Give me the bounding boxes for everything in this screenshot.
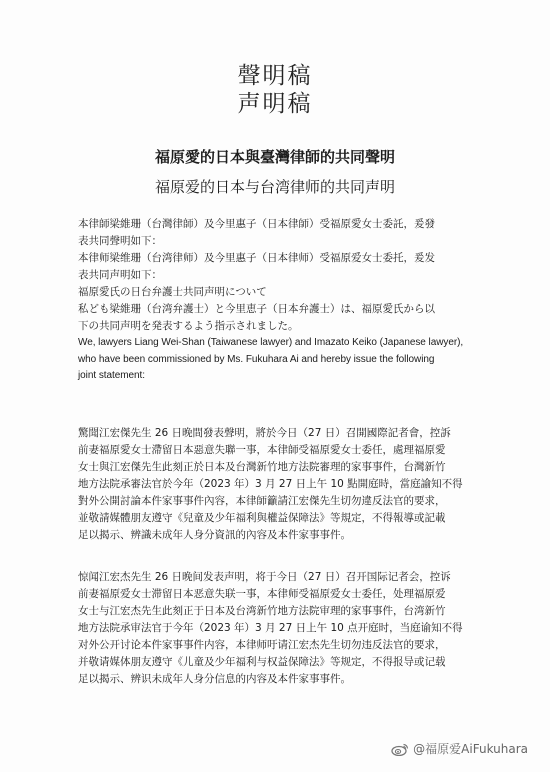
body-line: 對外公開討論本件家事事件內容，本律師籲請江宏傑先生切勿違反法官的要求，	[78, 495, 446, 507]
intro-line: 私ども梁維珊（台湾弁護士）と今里恵子（日本弁護士）は、福原愛氏から以	[78, 303, 435, 315]
intro-english-line: who have been commissioned by Ms. Fukuhara Ai and hereby issue the following	[78, 353, 435, 365]
intro-line: 本律师梁维珊（台湾律师）及今里惠子（日本律师）受福原爱女士委托，爰发	[78, 252, 435, 264]
weibo-watermark	[391, 740, 528, 757]
body-line: 足以揭示、辨識未成年人身分資訊的內容及本件家事事件。	[78, 529, 351, 541]
body-line: 惊闻江宏杰先生 26 日晚间发表声明，将于今日（27 日）召开国际记者会，控诉	[78, 571, 451, 583]
intro-line: 下の共同声明を発表するよう指示されました。	[78, 320, 299, 332]
body-line: 並敬請媒體朋友遵守《兒童及少年福利與權益保障法》等規定，不得報導或記載	[78, 512, 446, 524]
intro-line: 表共同聲明如下：	[78, 235, 162, 247]
intro-paragraph	[78, 216, 478, 385]
subtitle-simplified: 福原爱的日本与台湾律师的共同声明	[154, 178, 395, 196]
body-traditional	[78, 425, 478, 544]
body-line: 足以揭示、辨识未成年人身分信息的内容及本件家事事件。	[78, 673, 351, 685]
body-line: 驚聞江宏傑先生 26 日晚間發表聲明，將於今日（27 日）召開國際記者會，控訴	[78, 427, 451, 439]
subtitle-traditional: 福原愛的日本與臺灣律師的共同聲明	[154, 148, 395, 166]
intro-line: 表共同声明如下：	[78, 269, 162, 281]
title-traditional: 聲明稿	[237, 63, 313, 89]
body-line: 女士与江宏杰先生此刻正于日本及台湾新竹地方法院审理的家事事件，台湾新竹	[78, 605, 446, 617]
intro-line: 本律師梁維珊（台灣律師）及今里惠子（日本律師）受福原愛女士委託，爰發	[78, 218, 435, 230]
title-block	[0, 62, 550, 118]
weibo-icon	[391, 742, 409, 756]
title-simplified: 声明稿	[237, 91, 313, 117]
intro-english-line: We, lawyers Liang Wei-Shan (Taiwanese lawyer) and Imazato Keiko (Japanese lawyer),	[78, 337, 464, 348]
body-line: 地方法院承審法官於今年（2023 年）3 月 27 日上午 10 點開庭時，當庭諭知不得	[78, 478, 463, 490]
subtitle-block	[0, 146, 550, 198]
body-line: 并敬请媒体朋友遵守《儿童及少年福利与权益保障法》等规定，不得报导或记载	[78, 656, 446, 668]
intro-english-line: joint statement:	[78, 370, 146, 381]
body-line: 前妻福原爱女士滞留日本恶意失联一事，本律师受福原爱女士委任，处理福原爱	[78, 588, 446, 600]
body-line: 对外公开讨论本件家事事件内容，本律师吁请江宏杰先生切勿违反法官的要求，	[78, 639, 446, 651]
body-simplified	[78, 569, 478, 688]
body-line: 女士與江宏傑先生此刻正於日本及台灣新竹地方法院審理的家事事件，台灣新竹	[78, 461, 446, 473]
body-line: 前妻福原愛女士滯留日本惡意失聯一事，本律師受福原愛女士委任，處理福原愛	[78, 444, 446, 456]
intro-line: 福原愛氏の日台弁護士共同声明について	[78, 286, 267, 298]
watermark-text: @福原爱AiFukuhara	[413, 742, 528, 756]
body-line: 地方法院承审法官于今年（2023 年）3 月 27 日上午 10 点开庭时，当庭谕知不得	[78, 622, 463, 634]
